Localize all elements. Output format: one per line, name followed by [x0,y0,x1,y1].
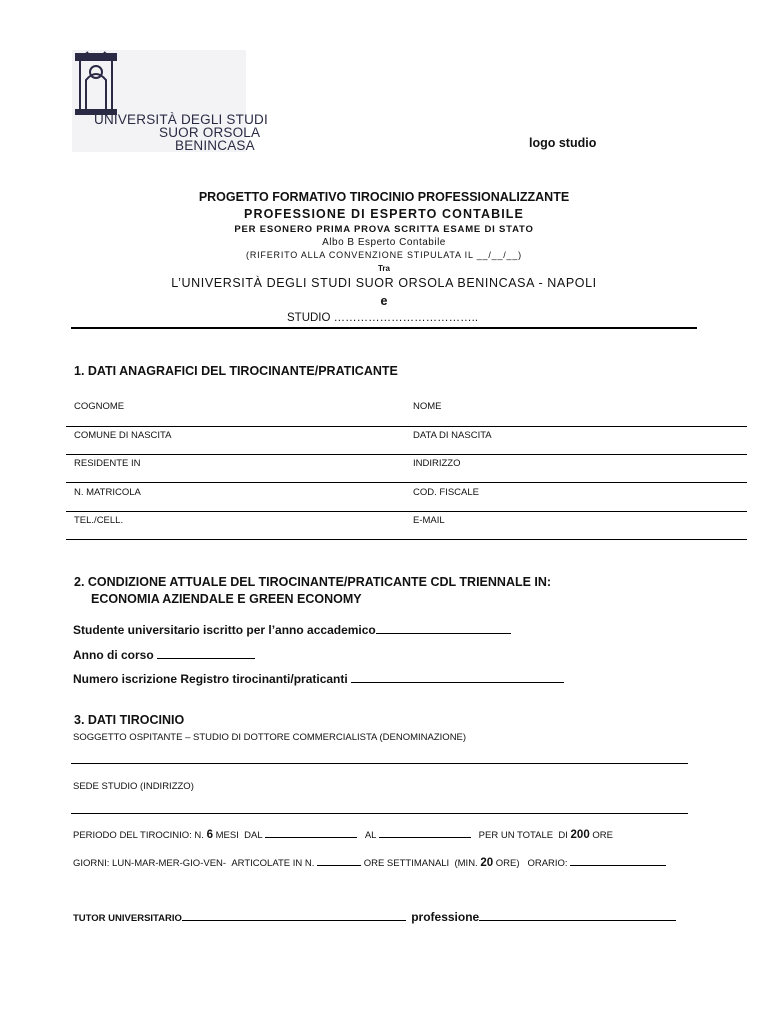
field-cognome: COGNOME [74,401,125,412]
row-divider [66,482,747,483]
logo-line-1: UNIVERSITÀ DEGLI STUDI [94,112,268,127]
weekly-hours-blank[interactable] [317,864,361,866]
profession-title: PROFESSIONE DI ESPERTO CONTABILE [244,207,524,221]
articulated-label: ARTICOLATE IN N. [231,858,315,869]
total-label: PER UN TOTALE [478,830,554,841]
period-months-label: MESI [215,830,239,841]
field-email: E-MAIL [413,515,445,526]
tutor-blank[interactable] [182,919,406,921]
period-months-value: 6 [206,829,213,841]
student-year-field [73,623,511,637]
schedule-blank[interactable] [570,864,666,866]
document-title: PROGETTO FORMATIVO TIROCINIO PROFESSIONALIZZANTE [198,190,570,204]
from-label: DAL [244,830,263,841]
field-data-nascita: DATA DI NASCITA [413,430,492,441]
logo-line-2: SUOR ORSOLA [159,125,261,140]
studio-party: STUDIO ……………………………….. [287,312,479,324]
section1-title: 1. DATI ANAGRAFICI DEL TIROCINANTE/PRATICANTE [74,364,398,378]
row-divider [66,454,747,455]
field-residente: RESIDENTE IN [74,458,141,469]
course-year-label: Anno di corso [73,648,154,662]
registry-blank[interactable] [351,681,564,683]
tutor-profession-blank[interactable] [479,919,676,921]
academic-year-blank[interactable] [376,632,511,634]
and-label: e [380,294,388,308]
days-label: GIORNI: LUN-MAR-MER-GIO-VEN- [73,858,227,869]
albo-line: Albo B Esperto Contabile [322,237,446,248]
period-label: PERIODO DEL TIROCINIO: [73,830,192,841]
exemption-line: PER ESONERO PRIMA PROVA SCRITTA ESAME DI STATO [234,224,534,235]
min-hours-value: 20 [480,857,494,869]
course-year-blank[interactable] [157,657,255,659]
seat-blank[interactable] [71,812,688,814]
registry-field [73,672,564,686]
logo-line-3: BENINCASA [175,138,255,153]
field-tel: TEL./CELL. [74,515,124,526]
tutor-line [73,910,676,924]
period-line [73,829,613,841]
university-logo [72,50,268,153]
section2-title: 2. CONDIZIONE ATTUALE DEL TIROCINANTE/PRATICANTE CDL TRIENNALE IN: [74,575,552,589]
period-n-label: N. [194,830,204,841]
seat-label: SEDE STUDIO (INDIRIZZO) [73,781,194,792]
to-label: AL [364,830,377,841]
min-close-label: ORE) [495,858,520,869]
field-indirizzo: INDIRIZZO [413,458,461,469]
agreement-line: (RIFERITO ALLA CONVENZIONE STIPULATA IL __/__/__) [246,250,522,260]
section3-title: 3. DATI TIROCINIO [74,713,185,727]
tutor-profession-label: professione [411,910,480,924]
field-matricola: N. MATRICOLA [74,487,141,498]
schedule-line [73,857,666,869]
total-hours-value: 200 [570,829,590,841]
row-divider [66,539,747,540]
student-year-label: Studente universitario iscritto per l’anno accademico [73,623,376,637]
header-divider [71,327,697,329]
weekly-label: ORE SETTIMANALI [363,858,450,869]
field-cod-fiscale: COD. FISCALE [413,487,479,498]
tutor-label: TUTOR UNIVERSITARIO [73,913,182,924]
min-open-label: (MIN. [454,858,478,869]
to-date-blank[interactable] [379,836,471,838]
host-label: SOGGETTO OSPITANTE – STUDIO DI DOTTORE COMMERCIALISTA (DENOMINAZIONE) [73,732,467,743]
schedule-label: ORARIO: [527,858,568,869]
from-date-blank[interactable] [265,836,357,838]
studio-logo-placeholder: logo studio [529,136,597,150]
between-label: Tra [377,264,390,273]
hours-label: ORE [592,830,613,841]
registry-label: Numero iscrizione Registro tirocinanti/praticanti [73,672,348,686]
row-divider [66,511,747,512]
row-divider [66,426,747,427]
university-party: L’UNIVERSITÀ DEGLI STUDI SUOR ORSOLA BENINCASA - NAPOLI [171,276,597,290]
field-comune-nascita: COMUNE DI NASCITA [74,430,172,441]
section2-subtitle: ECONOMIA AZIENDALE E GREEN ECONOMY [91,592,362,606]
course-year-field [73,648,255,662]
field-nome: NOME [413,401,442,412]
total-di-label: DI [558,830,568,841]
host-blank[interactable] [71,762,688,764]
